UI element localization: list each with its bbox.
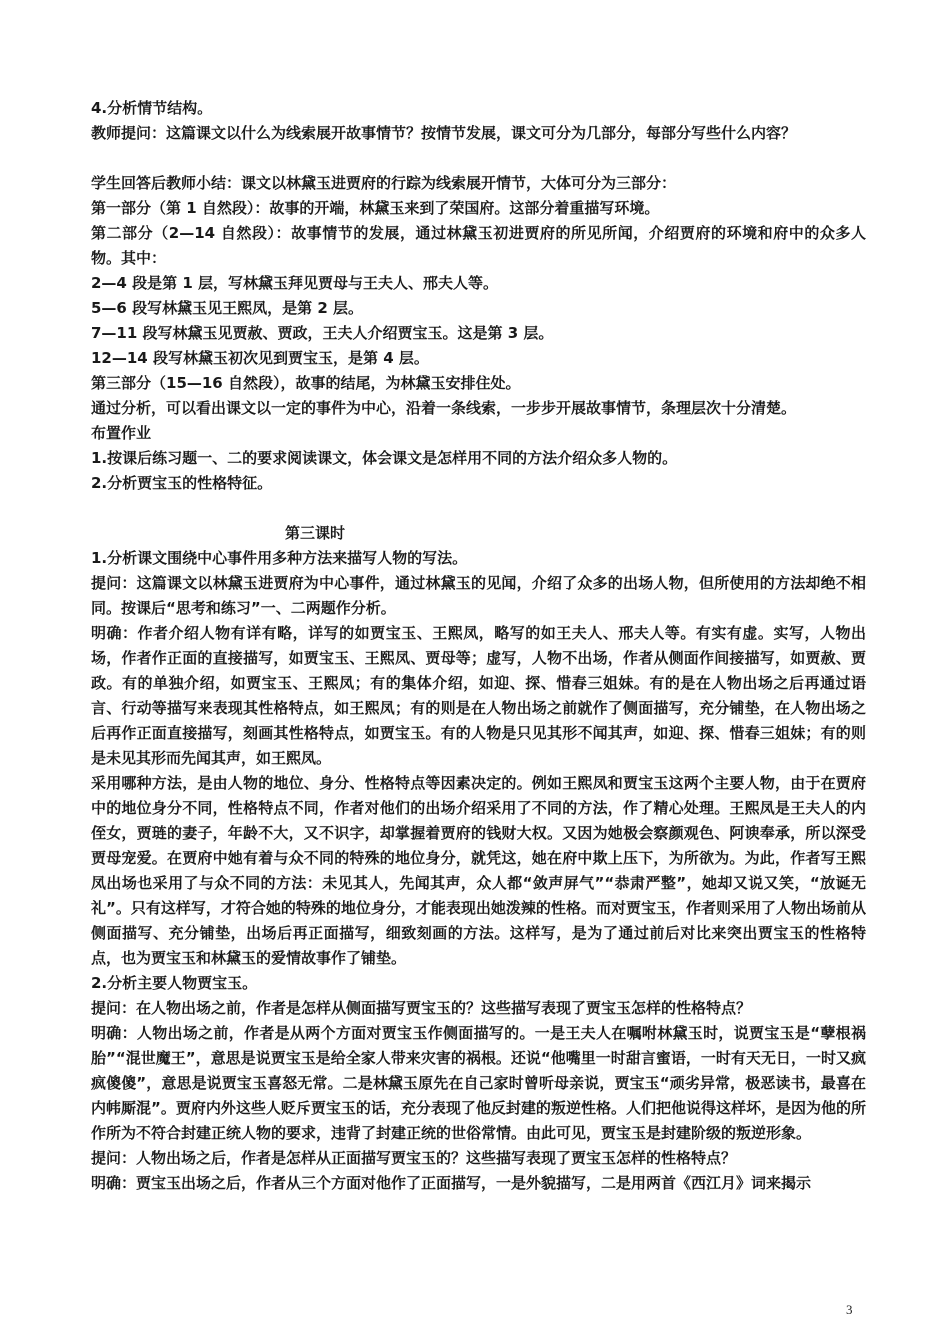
section-heading: 4.分析情节结构。 — [91, 99, 213, 117]
paragraph: 1.分析课文围绕中心事件用多种方法来描写人物的写法。 — [91, 549, 468, 567]
paragraph: 提问：在人物出场之前，作者是怎样从侧面描写贾宝玉的？这些描写表现了贾宝玉怎样的性格特点？ — [91, 999, 752, 1017]
paragraph: 明确：贾宝玉出场之后，作者从三个方面对他作了正面描写，一是外貌描写，二是用两首《西江月》词来揭示 — [91, 1174, 812, 1192]
paragraph: 提问：这篇课文以林黛玉进贾府为中心事件，通过林黛玉的见闻，介绍了众多的出场人物，但所使用的方法却绝不相同。按课后“思考和练习”一、二两题作分析。 — [91, 574, 866, 617]
paragraph: 通过分析，可以看出课文以一定的事件为中心，沿着一条线索，一步步开展故事情节，条理层次十分清楚。 — [91, 399, 797, 417]
paragraph: 1.按课后练习题一、二的要求阅读课文，体会课文是怎样用不同的方法介绍众多人物的。 — [91, 449, 678, 467]
blank-line — [91, 146, 866, 171]
blank-line — [91, 496, 866, 521]
lesson-heading: 第三课时 — [285, 524, 346, 542]
homework-heading: 布置作业 — [91, 424, 152, 442]
paragraph: 明确：人物出场之前，作者是从两个方面对贾宝玉作侧面描写的。一是王夫人在嘱咐林黛玉时，说贾宝玉是“孽根祸胎”“混世魔王”，意思是说贾宝玉是给全家人带来灾害的祸根。还说“他嘴里一时甜言蜜语，一时有天无日，一时又疯疯傻傻”，意思是说贾宝玉喜怒无常。二是林黛玉原先在自己家时曾听母亲说，贾宝玉“顽劣异常，极恶读书，最喜在内帏厮混”。贾府内外这些人贬斥贾宝玉的话，充分表现了他反封建的叛逆性格。人们把他说得这样坏，是因为他的所作所为不符合封建正统人物的要求，违背了封建正统的世俗常情。由此可见，贾宝玉是封建阶级的叛逆形象。 — [91, 1024, 866, 1142]
document-body — [91, 96, 866, 1196]
paragraph: 第三部分（15—16 自然段），故事的结尾，为林黛玉安排住处。 — [91, 374, 521, 392]
paragraph: 明确：作者介绍人物有详有略，详写的如贾宝玉、王熙凤，略写的如王夫人、邢夫人等。有实有虚。实写，人物出场，作者作正面的直接描写，如贾宝玉、王熙凤、贾母等；虚写，人物不出场，作者从侧面作间接描写，如贾赦、贾政。有的单独介绍，如贾宝玉、王熙凤；有的集体介绍，如迎、探、惜春三姐妹。有的是在人物出场之后再通过语言、行动等描写来表现其性格特点，如王熙凤；有的则是在人物出场之前就作了侧面描写，充分铺垫，在人物出场之后再作正面直接描写，刻画其性格特点，如贾宝玉。有的人物是只见其形不闻其声，如迎、探、惜春三姐妹；有的则是未见其形而先闻其声，如王熙凤。 — [91, 624, 866, 767]
paragraph: 学生回答后教师小结：课文以林黛玉进贾府的行踪为线索展开情节，大体可分为三部分： — [91, 174, 677, 192]
paragraph: 提问：人物出场之后，作者是怎样从正面描写贾宝玉的？这些描写表现了贾宝玉怎样的性格特点？ — [91, 1149, 737, 1167]
paragraph: 采用哪种方法，是由人物的地位、身分、性格特点等因素决定的。例如王熙凤和贾宝玉这两个主要人物，由于在贾府中的地位身分不同，性格特点不同，作者对他们的出场介绍采用了不同的方法，作了精心处理。王熙凤是王夫人的内侄女，贾琏的妻子，年龄不大，又不识字，却掌握着贾府的钱财大权。又因为她极会察颜观色、阿谀奉承，所以深受贾母宠爱。在贾府中她有着与众不同的特殊的地位身分，就凭这，她在府中欺上压下，为所欲为。为此，作者写王熙凤出场也采用了与众不同的方法：未见其人，先闻其声，众人都“敛声屏气”“恭肃严整”，她却又说又笑，“放诞无礼”。只有这样写，才符合她的特殊的地位身分，才能表现出她泼辣的性格。而对贾宝玉，作者则采用了人物出场前从侧面描写、充分铺垫，出场后再正面描写，细致刻画的方法。这样写，是为了通过前后对比来突出贾宝玉的性格特点，也为贾宝玉和林黛玉的爱情故事作了铺垫。 — [91, 774, 866, 967]
paragraph: 第二部分（2—14 自然段）：故事情节的发展，通过林黛玉初进贾府的所见所闻，介绍贾府的环境和府中的众多人物。其中： — [91, 224, 866, 267]
paragraph: 5—6 段写林黛玉见王熙凤，是第 2 层。 — [91, 299, 363, 317]
paragraph: 2.分析主要人物贾宝玉。 — [91, 974, 258, 992]
paragraph: 第一部分（第 1 自然段）：故事的开端，林黛玉来到了荣国府。这部分着重描写环境。 — [91, 199, 660, 217]
paragraph: 12—14 段写林黛玉初次见到贾宝玉，是第 4 层。 — [91, 349, 429, 367]
paragraph: 2—4 段是第 1 层，写林黛玉拜见贾母与王夫人、邢夫人等。 — [91, 274, 498, 292]
page-number: 3 — [846, 1302, 853, 1317]
paragraph: 2.分析贾宝玉的性格特征。 — [91, 474, 273, 492]
paragraph: 教师提问：这篇课文以什么为线索展开故事情节？按情节发展，课文可分为几部分，每部分写些什么内容？ — [91, 124, 797, 142]
paragraph: 7—11 段写林黛玉见贾赦、贾政，王夫人介绍贾宝玉。这是第 3 层。 — [91, 324, 554, 342]
